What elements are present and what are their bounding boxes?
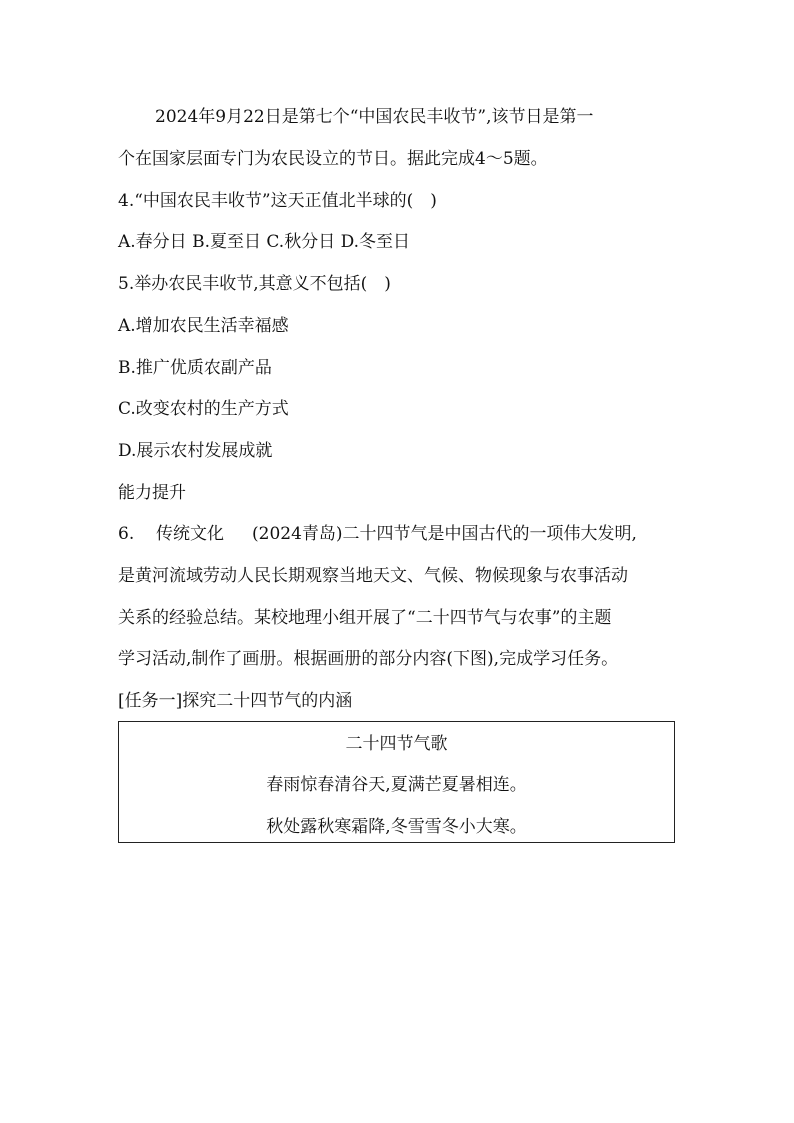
song-line-1: 春雨惊春清谷天,夏满芒夏暑相连。 xyxy=(266,775,527,795)
intro-line-2: 个在国家层面专门为农民设立的节日。据此完成4～5题。 xyxy=(118,149,548,169)
solar-terms-song-box xyxy=(118,721,675,843)
question-6-line-1 xyxy=(118,523,637,545)
question-5-option-a: A.增加农民生活幸福感 xyxy=(118,316,289,336)
question-6-number: 6. xyxy=(118,524,135,544)
question-6-line-2: 是黄河流域劳动人民长期观察当地天文、气候、物候现象与农事活动 xyxy=(118,566,628,586)
question-4-stem: 4.“中国农民丰收节”这天正值北半球的( ) xyxy=(118,191,437,211)
section-heading: 能力提升 xyxy=(118,483,186,503)
question-6-tag: 传统文化 xyxy=(156,524,224,544)
question-5-stem: 5.举办农民丰收节,其意义不包括( ) xyxy=(118,274,391,294)
question-5-option-c: C.改变农村的生产方式 xyxy=(118,399,289,419)
intro-line-1: 2024年9月22日是第七个“中国农民丰收节”,该节日是第一 xyxy=(155,107,594,127)
question-5-option-d: D.展示农村发展成就 xyxy=(118,441,273,461)
question-6-text: (2024青岛)二十四节气是中国古代的一项伟大发明, xyxy=(252,524,637,544)
task-1-heading: [任务一]探究二十四节气的内涵 xyxy=(118,691,353,711)
question-6-line-3: 关系的经验总结。某校地理小组开展了“二十四节气与农事”的主题 xyxy=(118,608,612,628)
question-5-option-b: B.推广优质农副产品 xyxy=(118,358,272,378)
question-4-options: A.春分日 B.夏至日 C.秋分日 D.冬至日 xyxy=(118,232,411,252)
song-title: 二十四节气歌 xyxy=(345,734,448,754)
song-line-2: 秋处露秋寒霜降,冬雪雪冬小大寒。 xyxy=(266,817,527,837)
question-6-line-4: 学习活动,制作了画册。根据画册的部分内容(下图),完成学习任务。 xyxy=(118,649,619,669)
